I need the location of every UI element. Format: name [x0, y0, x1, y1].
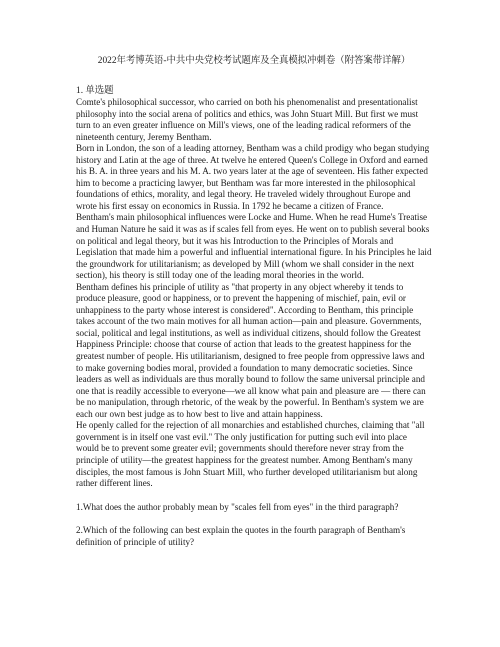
passage-paragraph-1: Comte's philosophical successor, who carried on both his phenomenalist and presentationalist philosophy into the social arena of politics and ethics, was John Stuart Mill. But first we must turn to an even greater influence on Mill's views, one of the leading radical reformers of the nineteenth century, Jeremy Bentham. — [76, 97, 419, 142]
passage-paragraph-4: Bentham defines his principle of utility as "that property in any object whereby it tends to produce pleasure, good or happiness, or to prevent the happening of mischief, pain, evil or unhappiness to the party whose interest is considered". According to Bentham, this principle takes account of the two main motives for all human action—pain and pleasure. Governments, social, political and legal institutions, as well as individual citizens, should follow the Greatest Happiness Principle: choose that course of action that leads to the greatest happiness for the greatest number of people. His utilitarianism, designed to free people from oppressive laws and to make governing bodies moral, provided a foundation to many democratic societies. Since leaders as well as individuals are thus morally bound to follow the same universal principle and one that is readily accessible to everyone—we all know what pain and pleasure are — there can be no manipulation, through rhetoric, of the weak by the powerful. In Bentham's system we are each our own best judge as to how best to live and attain happiness. — [76, 281, 426, 419]
question-2: 2.Which of the following can best explain the quotes in the fourth paragraph of Bentham's definition of principle of utility? — [76, 525, 406, 547]
question-1: 1.What does the author probably mean by "scales fell from eyes" in the third paragraph? — [76, 501, 399, 512]
passage-paragraph-5: He openly called for the rejection of all monarchies and established churches, claiming that "all government is in itself one vast evil." The only justification for putting such evil into place would be to prevent some greater evil; governments should therefore never stray from the principle of utility—the greatest happiness for the greatest number. Among Bentham's many disciples, the most famous is John Stuart Mill, who further developed utilitarianism but along rather different lines. — [76, 420, 425, 489]
passage-paragraph-2: Born in London, the son of a leading attorney, Bentham was a child prodigy who began studying history and Latin at the age of three. At twelve he entered Queen's College in Oxford and earned his B. A. in three years and his M. A. two years later at the age of seventeen. His father expected him to become a practicing lawyer, but Bentham was far more interested in the philosophical foundations of ethics, morality, and legal theory. He traveled widely throughout Europe and wrote his first essay on economics in Russia. In 1792 he became a citizen of France. — [76, 143, 430, 211]
section-heading: 1. 单选题 — [76, 86, 114, 96]
document-title: 2022年考博英语-中共中央党校考试题库及全真模拟冲刺卷（附答案带详解） — [97, 56, 411, 66]
document-page — [76, 0, 432, 548]
reading-passage — [76, 97, 432, 490]
passage-paragraph-3: Bentham's main philosophical influences were Locke and Hume. When he read Hume's Treatise and Human Nature he said it was as if scales fell from eyes. He went on to publish several books on political and legal theory, but it was his Introduction to the Principles of Morals and Legislation that made him a powerful and influential international figure. In his Principles he laid the groundwork for utilitarianism; as developed by Mill (whom we shall consider in the next section), his theory is still today one of the leading moral theories in the world. — [76, 212, 432, 281]
